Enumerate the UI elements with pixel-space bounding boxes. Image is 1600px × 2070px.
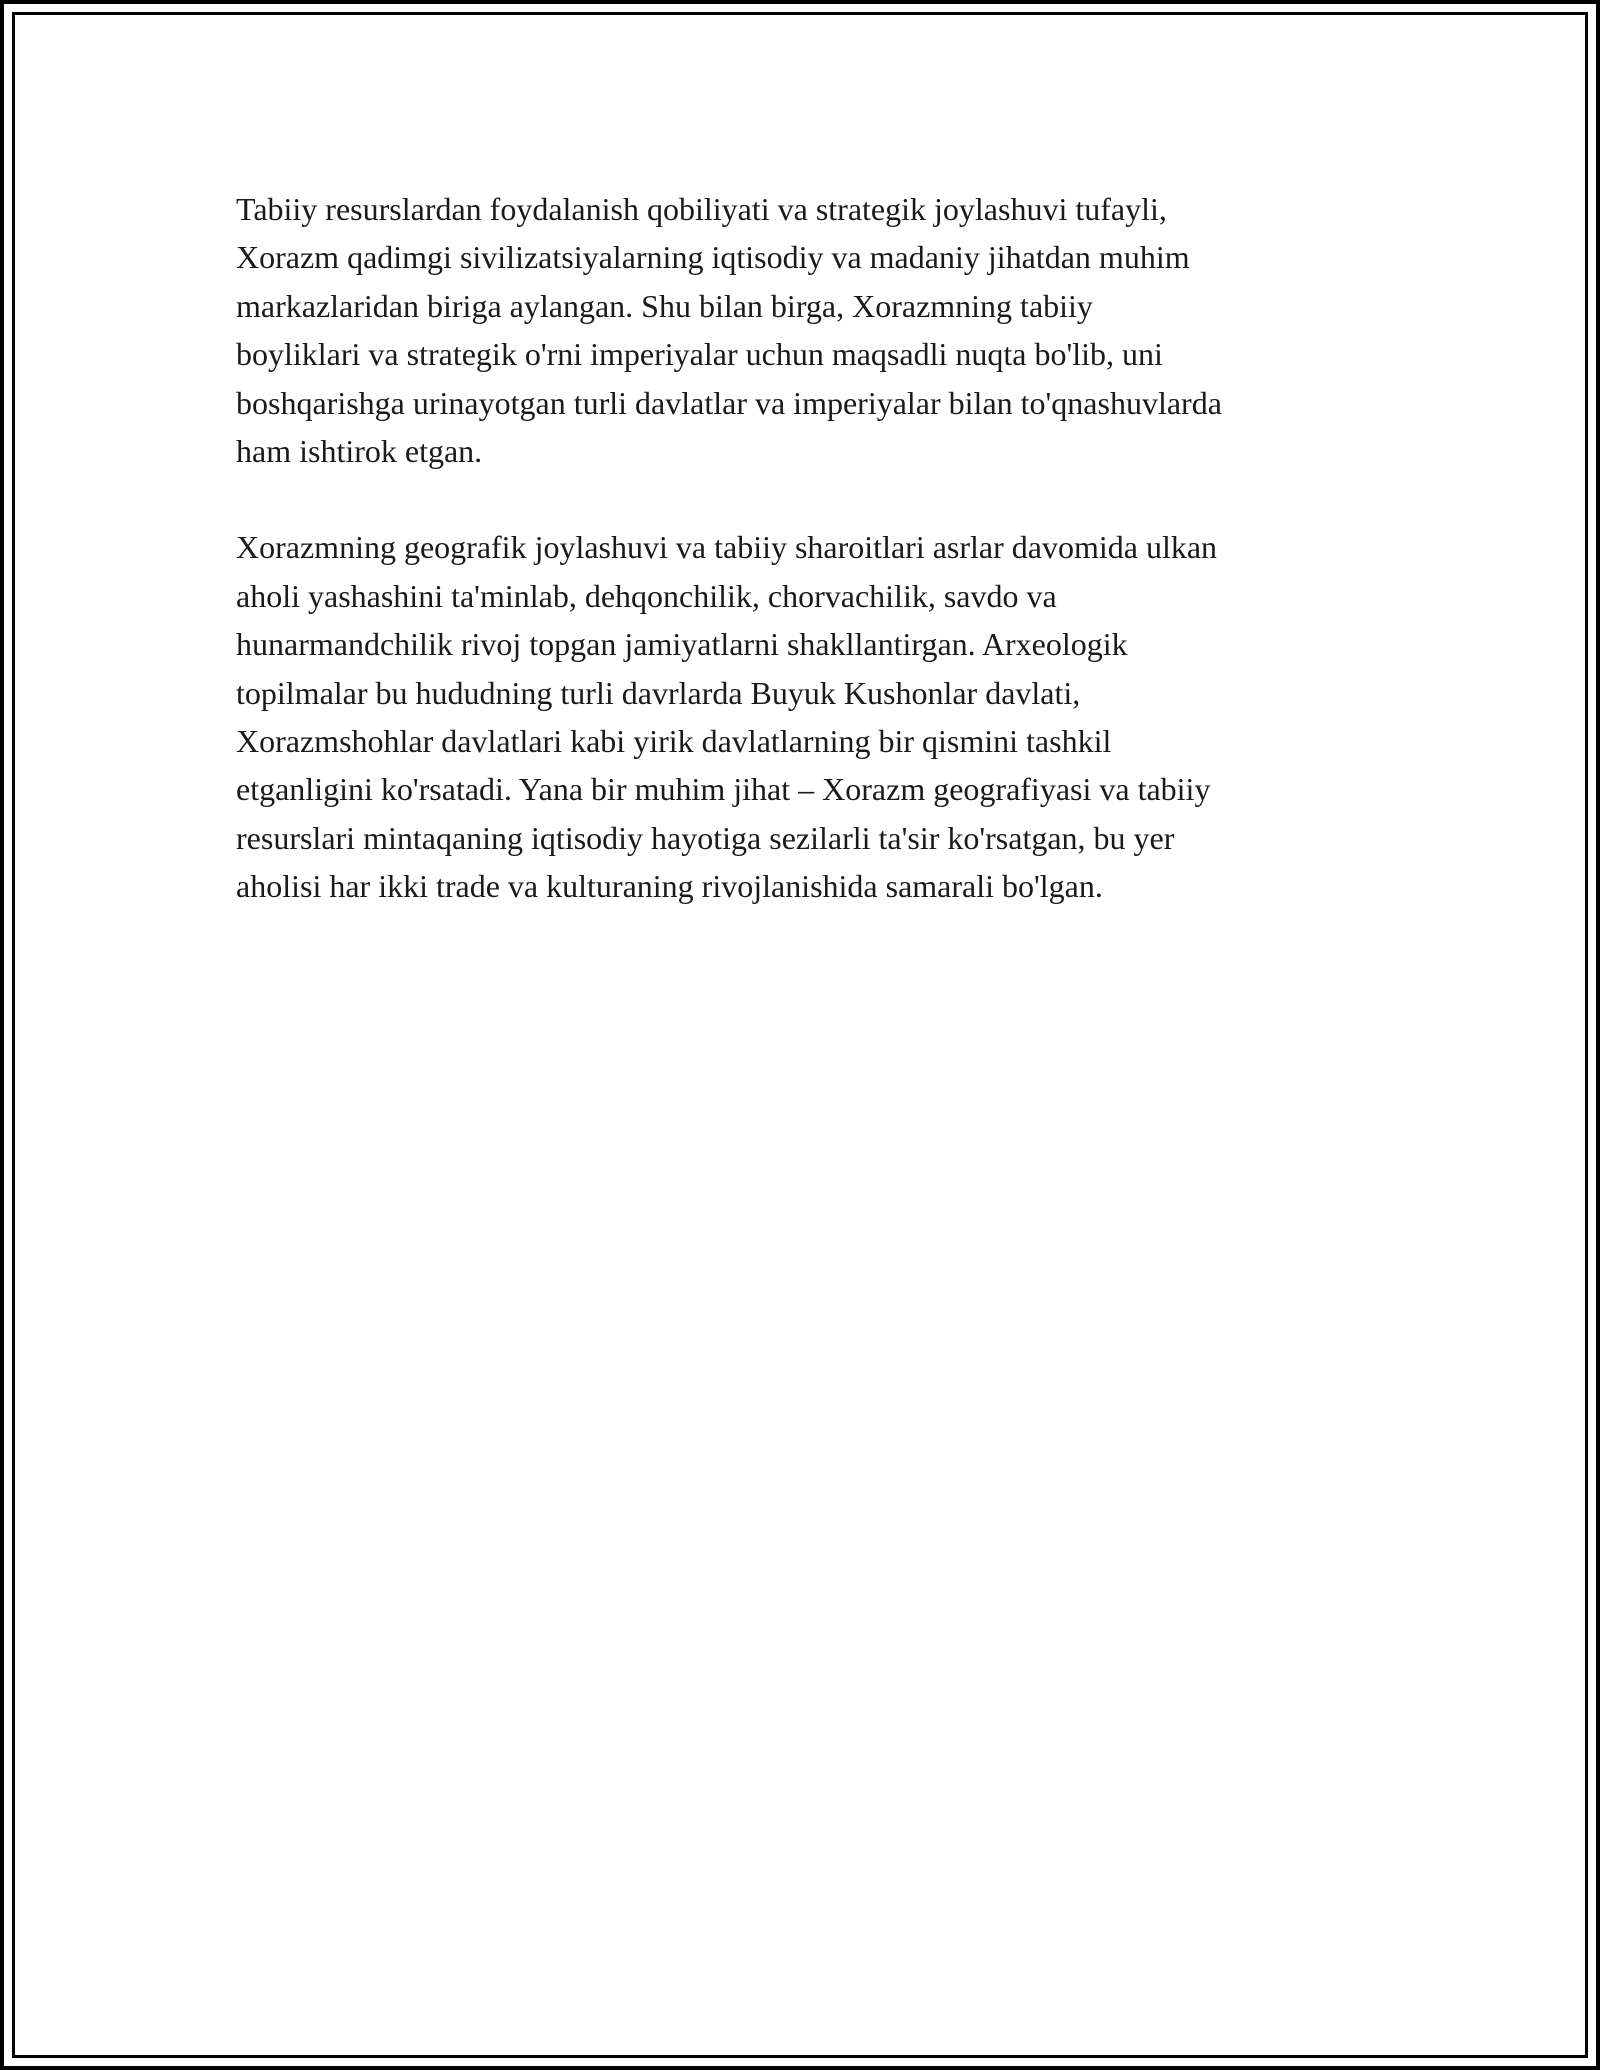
- paragraph-2: Xorazmning geografik joylashuvi va tabiiy sharoitlari asrlar davomida ulkan aholi yashashini ta'minlab, dehqonchilik, chorvachilik, savdo va hunarmandchilik rivoj topgan jamiyatlarni shakllantirgan. Arxeologik topilmalar bu hududning turli davrlarda Buyuk Kushonlar davlati, Xorazmshohlar davlatlari kabi yirik davlatlarning bir qismini tashkil etganligini ko'rsatadi. Yana bir muhim jihat – Xorazm geografiyasi va tabiiy resurslari mintaqaning iqtisodiy hayotiga sezilarli ta'sir ko'rsatgan, bu yer aholisi har ikki trade va kulturaning rivojlanishida samarali bo'lgan.: [236, 529, 1218, 905]
- paragraph-1: Tabiiy resurslardan foydalanish qobiliyati va strategik joylashuvi tufayli, Xorazm qadimgi sivilizatsiyalarning iqtisodiy va madaniy jihatdan muhim markazlaridan biriga aylangan. Shu bilan birga, Xorazmning tabiiy boyliklari va strategik o'rni imperiyalar uchun maqsadli nuqta bo'lib, uni boshqarishga urinayotgan turli davlatlar va imperiyalar bilan to'qnashuvlarda ham ishtirok etgan.: [236, 191, 1222, 470]
- document-body: [236, 185, 1396, 959]
